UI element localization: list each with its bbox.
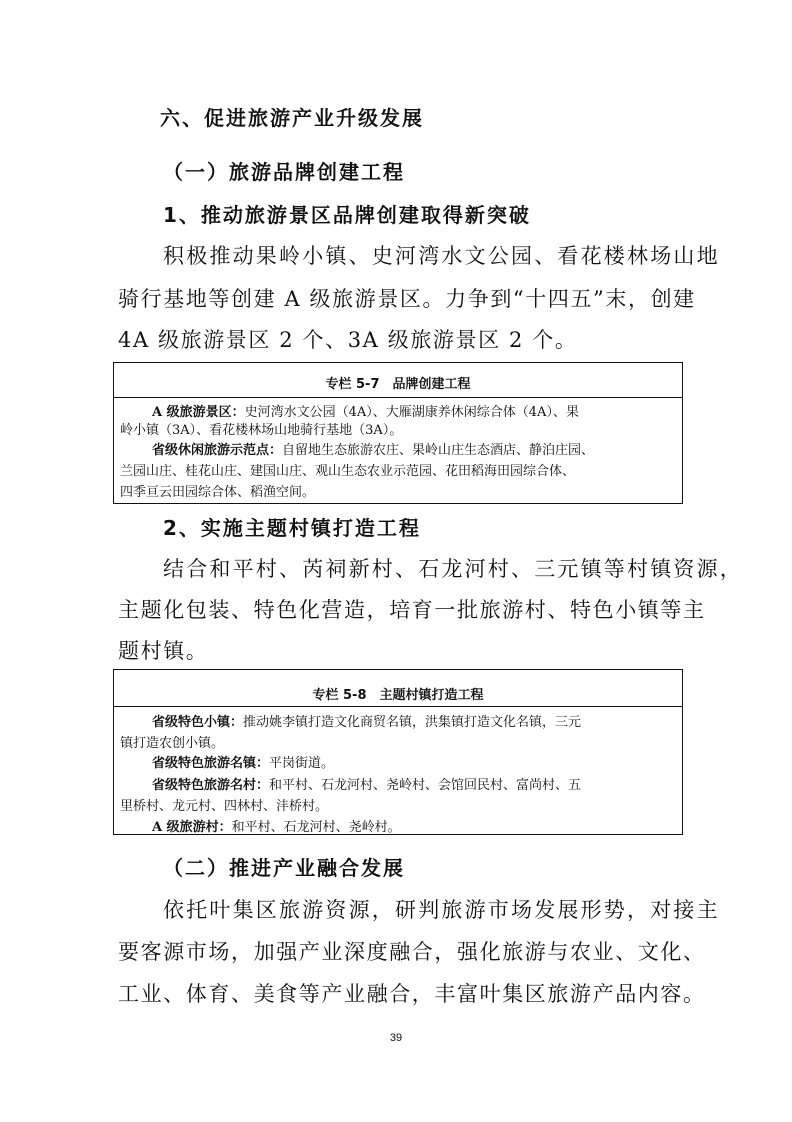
box-title: 专栏 5-7 品牌创建工程	[325, 377, 471, 392]
box-divider	[114, 397, 682, 398]
box-line: 里桥村、龙元村、四林村、沣桥村。	[120, 799, 329, 814]
paragraph-line: 要客源市场，加强产业深度融合，强化旅游与农业、文化、	[118, 940, 706, 964]
box-line: 省级休闲旅游示范点：自留地生态旅游农庄、果岭山庄生态酒店、静泊庄园、	[152, 443, 595, 458]
box-line: 镇打造农创小镇。	[120, 736, 225, 751]
box-line: 兰园山庄、桂花山庄、建国山庄、观山生态农业示范园、花田稻海田园综合体、	[120, 464, 576, 479]
box-line: 岭小镇（3A）、看花楼林场山地骑行基地（3A）。	[120, 423, 403, 438]
paragraph-line: 题村镇。	[118, 639, 209, 663]
subsection-heading-2: （二）推进产业融合发展	[163, 856, 405, 880]
box-line: 省级特色旅游名村：和平村、石龙河村、尧岭村、会馆回民村、富尚村、五	[152, 778, 582, 793]
box-label: 省级特色旅游名村：	[152, 778, 270, 793]
box-label: 省级特色旅游名镇：	[152, 756, 270, 771]
box-label: A 级旅游村：	[152, 820, 232, 835]
box-label: A 级旅游景区：	[152, 405, 245, 420]
paragraph-line: 4A 级旅游景区 2 个、3A 级旅游景区 2 个。	[118, 328, 578, 352]
box-label: 省级特色小镇：	[152, 715, 244, 730]
box-title: 专栏 5-8 主题村镇打造工程	[312, 688, 484, 703]
box-line: 四季亘云田园综合体、稻渔空间。	[120, 485, 316, 500]
page-number: 39	[389, 1032, 403, 1044]
paragraph-line: 主题化包装、特色化营造，培育一批旅游村、特色小镇等主	[118, 598, 706, 622]
paragraph-line: 骑行基地等创建 A 级旅游景区。力争到“十四五”末，创建	[118, 287, 696, 311]
paragraph-line: 结合和平村、芮祠新村、石龙河村、三元镇等村镇资源，	[163, 557, 743, 581]
paragraph-line: 积极推动果岭小镇、史河湾水文公园、看花楼林场山地	[163, 244, 720, 268]
box-divider	[114, 706, 682, 707]
box-line: A 级旅游景区：史河湾水文公园（4A）、大雁湖康养休闲综合体（4A）、果	[152, 405, 579, 420]
feature-box-5-7	[113, 362, 683, 504]
subsection-heading-1: （一）旅游品牌创建工程	[163, 160, 405, 184]
box-line: A 级旅游村：和平村、石龙河村、尧岭村。	[152, 820, 401, 835]
box-label: 省级休闲旅游示范点：	[152, 443, 283, 458]
section-heading: 六、促进旅游产业升级发展	[160, 106, 424, 130]
paragraph-line: 依托叶集区旅游资源，研判旅游市场发展形势，对接主	[163, 898, 720, 922]
feature-box-5-8	[113, 669, 683, 835]
item-heading-1: 1、推动旅游景区品牌创建取得新突破	[163, 203, 531, 227]
paragraph-line: 工业、体育、美食等产业融合，丰富叶集区旅游产品内容。	[118, 982, 706, 1006]
box-line: 省级特色小镇：推动姚李镇打造文化商贸名镇，洪集镇打造文化名镇，三元	[152, 715, 582, 730]
box-line: 省级特色旅游名镇：平岗街道。	[152, 756, 335, 771]
item-heading-2: 2、实施主题村镇打造工程	[163, 516, 421, 540]
